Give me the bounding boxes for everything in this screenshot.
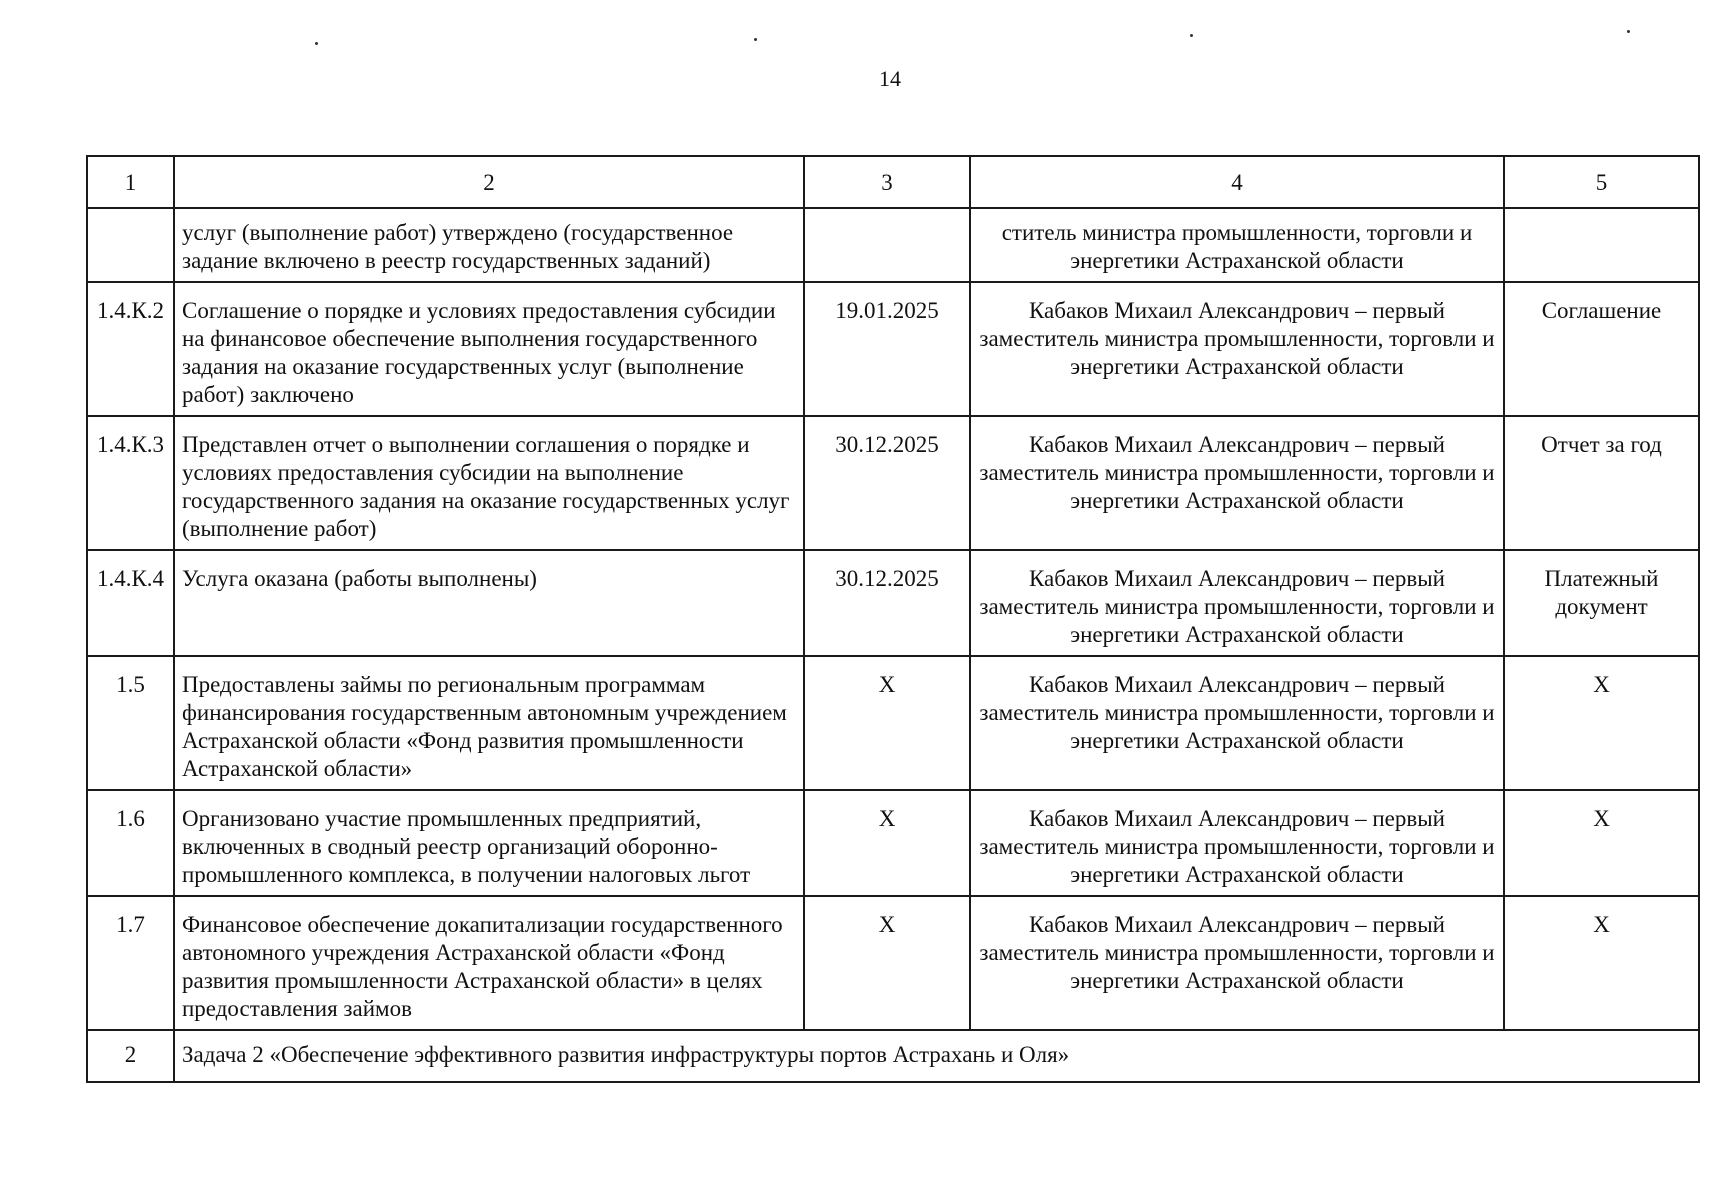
- row-responsible: Кабаков Михаил Александрович – первый заместитель министра промышленности, торговли и энергетики Астраханской области: [970, 656, 1504, 790]
- row-number: 1.5: [87, 656, 174, 790]
- scan-speck: [754, 38, 757, 41]
- row-date: 19.01.2025: [804, 282, 970, 416]
- row-date: Х: [804, 656, 970, 790]
- task-row: [87, 1030, 1699, 1082]
- table-row: [87, 282, 1699, 416]
- scan-speck: [1627, 30, 1630, 33]
- table-row: [87, 550, 1699, 656]
- row-description: Финансовое обеспечение докапитализации государственного автономного учреждения Астраханской области «Фонд развития промышленности Астраханской области» в целях предоставления займов: [174, 896, 804, 1030]
- table-row: [87, 656, 1699, 790]
- row-responsible: Кабаков Михаил Александрович – первый заместитель министра промышленности, торговли и энергетики Астраханской области: [970, 282, 1504, 416]
- row-number: 1.7: [87, 896, 174, 1030]
- row-document: [1504, 208, 1699, 282]
- table-row: [87, 896, 1699, 1030]
- scan-speck: [1190, 34, 1193, 37]
- row-description: Услуга оказана (работы выполнены): [174, 550, 804, 656]
- table-row: [87, 790, 1699, 896]
- plan-table: [86, 155, 1700, 1083]
- table-row: [87, 208, 1699, 282]
- row-responsible: Кабаков Михаил Александрович – первый заместитель министра промышленности, торговли и энергетики Астраханской области: [970, 896, 1504, 1030]
- scan-speck: [315, 42, 318, 45]
- row-description: Организовано участие промышленных предприятий, включенных в сводный реестр организаций оборонно-промышленного комплекса, в получении налоговых льгот: [174, 790, 804, 896]
- page-number: 14: [879, 66, 901, 91]
- row-number: 1.4.К.2: [87, 282, 174, 416]
- row-date: 30.12.2025: [804, 416, 970, 550]
- row-responsible: Кабаков Михаил Александрович – первый заместитель министра промышленности, торговли и энергетики Астраханской области: [970, 550, 1504, 656]
- header-row: [87, 156, 1699, 208]
- row-number: 1.4.К.3: [87, 416, 174, 550]
- row-document: Х: [1504, 790, 1699, 896]
- row-number: 1.4.К.4: [87, 550, 174, 656]
- table-row: [87, 416, 1699, 550]
- task-number: 2: [87, 1030, 174, 1082]
- task-title: Задача 2 «Обеспечение эффективного развития инфраструктуры портов Астрахань и Оля»: [174, 1030, 1699, 1082]
- row-responsible: Кабаков Михаил Александрович – первый заместитель министра промышленности, торговли и энергетики Астраханской области: [970, 790, 1504, 896]
- header-col-4: 4: [970, 156, 1504, 208]
- row-document: Х: [1504, 656, 1699, 790]
- row-date: Х: [804, 790, 970, 896]
- row-number: 1.6: [87, 790, 174, 896]
- row-date: 30.12.2025: [804, 550, 970, 656]
- row-description: Предоставлены займы по региональным программам финансирования государственным автономным учреждением Астраханской области «Фонд развития промышленности Астраханской области»: [174, 656, 804, 790]
- row-responsible: ститель министра промышленности, торговли и энергетики Астраханской области: [970, 208, 1504, 282]
- header-col-2: 2: [174, 156, 804, 208]
- row-description: услуг (выполнение работ) утверждено (государственное задание включено в реестр государственных заданий): [174, 208, 804, 282]
- row-responsible: Кабаков Михаил Александрович – первый заместитель министра промышленности, торговли и энергетики Астраханской области: [970, 416, 1504, 550]
- row-number: [87, 208, 174, 282]
- row-document: Отчет за год: [1504, 416, 1699, 550]
- row-date: Х: [804, 896, 970, 1030]
- header-col-3: 3: [804, 156, 970, 208]
- row-document: Х: [1504, 896, 1699, 1030]
- row-date: [804, 208, 970, 282]
- header-col-5: 5: [1504, 156, 1699, 208]
- header-col-1: 1: [87, 156, 174, 208]
- row-description: Представлен отчет о выполнении соглашения о порядке и условиях предоставления субсидии на выполнение государственного задания на оказание государственных услуг (выполнение работ): [174, 416, 804, 550]
- row-document: Соглашение: [1504, 282, 1699, 416]
- row-description: Соглашение о порядке и условиях предоставления субсидии на финансовое обеспечение выполнения государственного задания на оказание государственных услуг (выполнение работ) заключено: [174, 282, 804, 416]
- row-document: Платежный документ: [1504, 550, 1699, 656]
